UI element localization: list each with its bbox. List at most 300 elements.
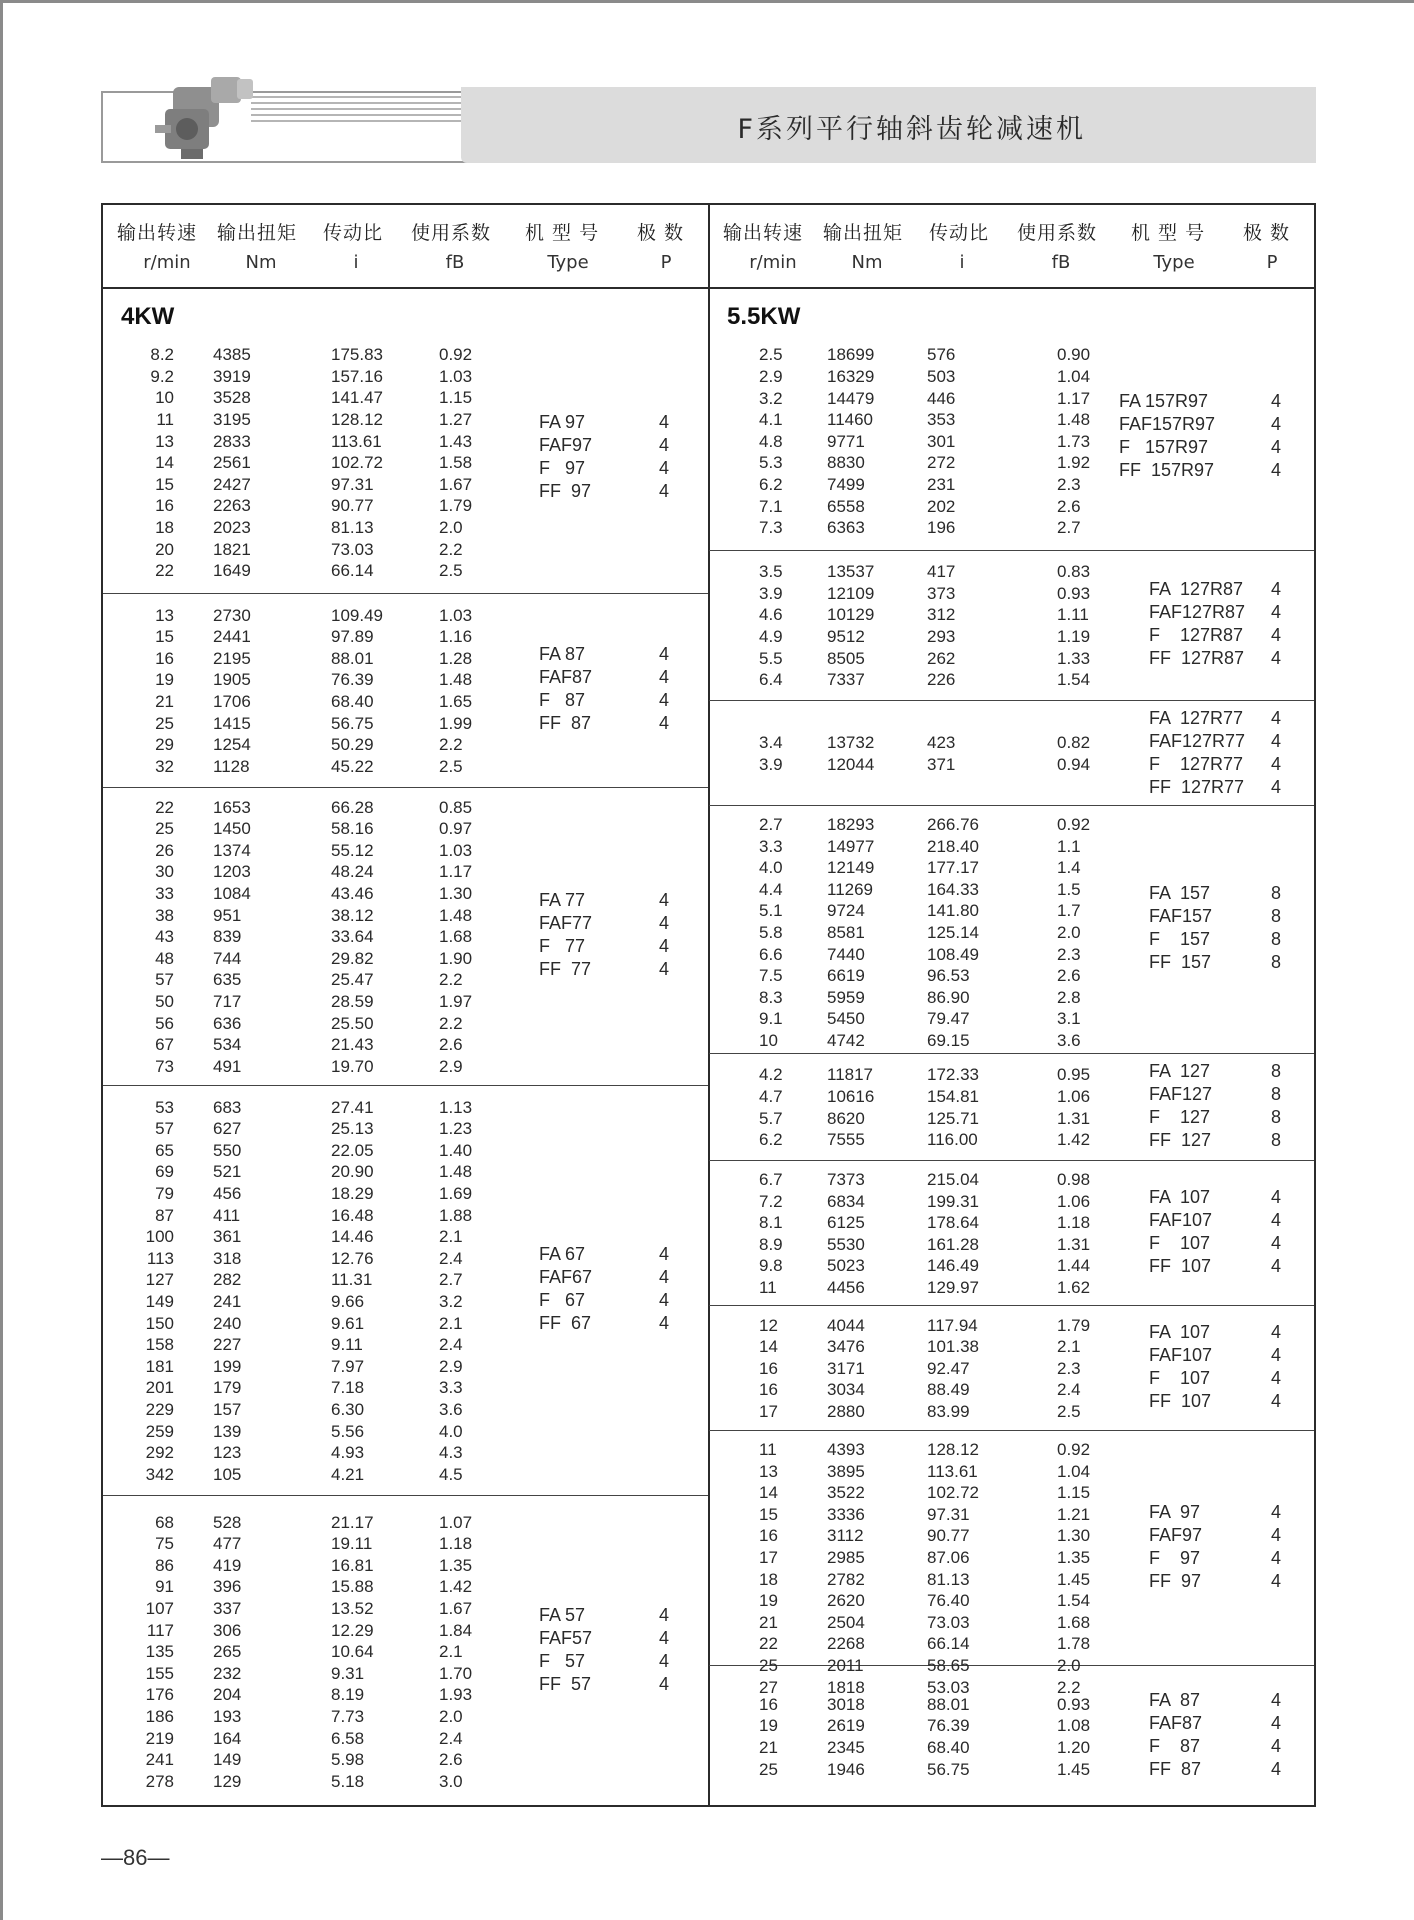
- speed-value: 241: [145, 1750, 174, 1770]
- poles-value: 4: [1271, 1344, 1282, 1365]
- factor-value: 1.30: [1057, 1526, 1091, 1546]
- type-entry: [103, 1651, 708, 1674]
- torque-value: 2345: [827, 1738, 865, 1757]
- ratio-value: 19.11: [331, 1534, 373, 1554]
- type-entry: [103, 959, 708, 982]
- factor-value: 1.65: [439, 692, 473, 711]
- ratio-value: 113.61: [927, 1461, 978, 1481]
- torque-value: 1203: [213, 862, 251, 882]
- type-code: FA 77: [539, 890, 586, 910]
- speed-value: 65: [155, 1140, 174, 1160]
- factor-value: 2.2: [1057, 1677, 1081, 1697]
- ratio-value: 371: [927, 754, 956, 774]
- torque-value: 12109: [827, 583, 875, 603]
- torque-value: 6363: [827, 518, 865, 538]
- torque-value: 6619: [827, 966, 865, 986]
- poles-value: 4: [659, 713, 670, 733]
- type-entry: [103, 1244, 708, 1267]
- torque-value: 149: [213, 1750, 242, 1770]
- torque-value: 7337: [827, 670, 865, 690]
- type-entry: [709, 1233, 1314, 1256]
- factor-value: 1.7: [1057, 901, 1081, 921]
- torque-value: 11460: [827, 410, 874, 430]
- speed-value: 18: [759, 1569, 778, 1589]
- speed-value: 57: [155, 970, 174, 990]
- torque-value: 265: [213, 1642, 242, 1662]
- table-row: [103, 518, 708, 540]
- factor-value: 0.83: [1057, 562, 1091, 582]
- ratio-value: 141.80: [927, 901, 979, 921]
- torque-value: 2195: [213, 648, 251, 668]
- poles-value: 4: [659, 644, 670, 664]
- ratio-value: 58.16: [331, 819, 374, 839]
- torque-value: 1905: [213, 670, 251, 690]
- torque-value: 744: [213, 948, 242, 968]
- type-entry: [103, 1605, 708, 1628]
- ratio-value: 92.47: [927, 1358, 970, 1378]
- poles-value: 4: [659, 1244, 670, 1264]
- ratio-value: 141.47: [331, 388, 383, 408]
- speed-value: 2.9: [759, 366, 783, 386]
- speed-value: 73: [155, 1056, 174, 1076]
- table-row: [103, 1513, 708, 1535]
- torque-value: 13537: [827, 562, 875, 582]
- type-code: FAF87: [539, 667, 593, 687]
- speed-value: 79: [155, 1184, 174, 1203]
- speed-value: 342: [145, 1464, 174, 1484]
- ratio-value: 301: [927, 431, 956, 451]
- torque-value: 14479: [827, 388, 875, 408]
- speed-value: 3.9: [759, 754, 783, 774]
- speed-value: 176: [145, 1685, 174, 1705]
- type-code: F 87: [1149, 1736, 1201, 1756]
- ratio-value: 86.90: [927, 987, 970, 1007]
- speed-value: 86: [155, 1555, 174, 1575]
- ratio-value: 128.12: [331, 410, 383, 429]
- ratio-value: 129.97: [927, 1278, 979, 1297]
- torque-value: 521: [213, 1162, 242, 1182]
- factor-value: 0.93: [1057, 583, 1091, 603]
- poles-value: 8: [1271, 929, 1282, 949]
- ratio-value: 69.15: [927, 1031, 970, 1050]
- ratio-value: 446: [927, 388, 956, 408]
- page-number: —86—: [101, 1845, 170, 1870]
- table-row: [709, 1462, 1314, 1484]
- factor-value: 2.4: [439, 1248, 463, 1268]
- type-entry: [709, 1061, 1314, 1084]
- factor-value: 0.95: [1057, 1065, 1091, 1085]
- factor-value: 2.6: [1057, 966, 1081, 986]
- type-entry: [709, 731, 1314, 754]
- type-code: FF 97: [539, 481, 592, 501]
- torque-value: 1450: [213, 819, 251, 839]
- type-entry: [709, 1391, 1314, 1414]
- type-entry: [103, 936, 708, 959]
- factor-value: 1.45: [1057, 1759, 1091, 1779]
- table-row: [709, 497, 1314, 519]
- spec-group: [103, 1085, 708, 1496]
- ratio-value: 16.81: [331, 1555, 374, 1575]
- factor-value: 2.3: [1057, 474, 1081, 494]
- torque-value: 16329: [827, 366, 875, 386]
- header-factor-en: fB: [1051, 252, 1071, 273]
- speed-value: 19: [155, 670, 174, 690]
- factor-value: 2.0: [439, 518, 463, 537]
- header-torque-cn: 输出扭矩: [217, 222, 298, 244]
- speed-value: 229: [145, 1400, 174, 1419]
- speed-value: 2.7: [759, 815, 783, 834]
- table-row: [709, 1440, 1314, 1462]
- factor-value: 2.1: [439, 1227, 463, 1247]
- type-code: FF 57: [539, 1674, 592, 1694]
- ratio-value: 161.28: [927, 1234, 979, 1254]
- factor-value: 2.2: [439, 539, 463, 559]
- speed-value: 4.8: [759, 431, 783, 451]
- torque-value: 7440: [827, 944, 865, 964]
- poles-value: 4: [659, 890, 670, 910]
- table-row: [709, 1009, 1314, 1031]
- factor-value: 2.5: [1057, 1401, 1081, 1421]
- speed-value: 50: [155, 992, 174, 1011]
- type-entry: [103, 1628, 708, 1651]
- torque-value: 1706: [213, 692, 251, 711]
- table-row: [103, 735, 708, 757]
- table-row: [709, 837, 1314, 859]
- factor-value: 1.79: [439, 496, 473, 516]
- poles-value: 8: [1271, 883, 1282, 903]
- spec-group: [709, 700, 1314, 806]
- speed-value: 3.9: [759, 583, 783, 603]
- type-entry: [709, 1107, 1314, 1130]
- type-code: FA 157R97: [1119, 390, 1209, 411]
- speed-value: 292: [145, 1443, 174, 1463]
- torque-value: 1374: [213, 840, 251, 860]
- header-ratio-en: i: [353, 252, 359, 273]
- factor-value: 1.28: [439, 648, 473, 668]
- torque-value: 337: [213, 1599, 242, 1618]
- torque-value: 534: [213, 1035, 242, 1055]
- table-row: [103, 1184, 708, 1206]
- table-row: [103, 1422, 708, 1444]
- factor-value: 1.15: [439, 388, 473, 408]
- speed-value: 5.5: [759, 648, 783, 668]
- ratio-value: 16.48: [331, 1205, 374, 1225]
- table-row: [103, 345, 708, 367]
- type-code: FF 127: [1149, 1130, 1212, 1150]
- speed-value: 69: [155, 1162, 174, 1182]
- poles-value: 8: [1271, 1084, 1282, 1104]
- torque-value: 839: [213, 927, 242, 947]
- ratio-value: 21.43: [331, 1035, 374, 1055]
- type-entry: [709, 1525, 1314, 1548]
- torque-value: 4044: [827, 1315, 865, 1335]
- speed-value: 16: [155, 496, 174, 516]
- ratio-value: 157.16: [331, 366, 383, 386]
- factor-value: 1.45: [1057, 1569, 1091, 1589]
- speed-value: 8.2: [150, 345, 174, 365]
- ratio-value: 43.46: [331, 884, 374, 903]
- page-border-left: [0, 0, 3, 1920]
- ratio-value: 293: [927, 627, 956, 646]
- spec-group: [709, 1053, 1314, 1161]
- type-code: FF 107: [1149, 1255, 1212, 1276]
- poles-value: 4: [1271, 602, 1282, 622]
- speed-value: 6.2: [759, 1130, 783, 1150]
- spec-table: [101, 203, 1316, 1807]
- type-entry: [103, 890, 708, 913]
- torque-value: 3034: [827, 1380, 865, 1400]
- factor-value: 0.93: [1057, 1694, 1091, 1714]
- type-code: F 57: [539, 1651, 586, 1671]
- type-code: FF 107: [1149, 1390, 1212, 1411]
- poles-value: 4: [1271, 1759, 1282, 1779]
- ratio-value: 7.97: [331, 1356, 365, 1376]
- speed-value: 278: [145, 1771, 174, 1791]
- factor-value: 1.03: [439, 840, 473, 860]
- factor-value: 0.90: [1057, 345, 1091, 365]
- type-entry: [709, 602, 1314, 625]
- ratio-value: 125.14: [927, 923, 979, 942]
- ratio-value: 5.98: [331, 1750, 365, 1770]
- ratio-value: 13.52: [331, 1599, 374, 1618]
- ratio-value: 108.49: [927, 944, 979, 964]
- factor-value: 1.19: [1057, 627, 1091, 646]
- torque-value: 1084: [213, 884, 251, 903]
- speed-value: 14: [759, 1483, 778, 1503]
- torque-value: 204: [213, 1685, 242, 1705]
- speed-value: 53: [155, 1097, 174, 1117]
- speed-value: 107: [145, 1599, 174, 1618]
- ratio-value: 101.38: [927, 1337, 979, 1357]
- factor-value: 1.48: [439, 905, 473, 925]
- torque-value: 3522: [827, 1483, 865, 1503]
- type-entry: [709, 1322, 1314, 1345]
- torque-value: 12149: [827, 858, 875, 878]
- header-poles-en: P: [1266, 252, 1278, 273]
- torque-value: 8505: [827, 648, 865, 668]
- factor-value: 1.54: [1057, 670, 1091, 690]
- table-row: [709, 858, 1314, 880]
- spec-group: [709, 1430, 1314, 1697]
- factor-value: 2.2: [439, 735, 463, 755]
- type-code: FAF67: [539, 1267, 593, 1287]
- ratio-value: 373: [927, 583, 956, 603]
- factor-value: 1.48: [439, 1162, 473, 1182]
- factor-value: 2.3: [1057, 1358, 1081, 1378]
- torque-value: 627: [213, 1119, 242, 1139]
- header-banner: [101, 87, 1316, 165]
- type-code: FA 107: [1149, 1321, 1211, 1342]
- spec-group: [709, 805, 1314, 1054]
- type-entry: [709, 1690, 1314, 1713]
- ratio-value: 21.17: [331, 1512, 374, 1532]
- torque-value: 3018: [827, 1694, 865, 1714]
- type-entry: [709, 1256, 1314, 1279]
- type-code: FF 97: [1149, 1570, 1202, 1591]
- ratio-value: 68.40: [927, 1738, 970, 1757]
- torque-value: 1128: [213, 756, 250, 776]
- type-code: FA 127: [1149, 1061, 1211, 1081]
- header-torque-en: Nm: [851, 252, 883, 273]
- type-code: FAF97: [539, 435, 593, 455]
- factor-value: 1.35: [1057, 1548, 1091, 1567]
- torque-value: 123: [213, 1443, 242, 1463]
- speed-value: 27: [759, 1677, 778, 1697]
- type-entry: [709, 1345, 1314, 1368]
- type-entry: [709, 1187, 1314, 1210]
- table-row: [103, 1465, 708, 1487]
- factor-value: 1.35: [439, 1555, 473, 1575]
- torque-value: 129: [213, 1771, 242, 1791]
- factor-value: 1.06: [1057, 1191, 1091, 1211]
- table-row: [709, 1613, 1314, 1635]
- torque-value: 199: [213, 1356, 242, 1376]
- ratio-value: 272: [927, 453, 956, 473]
- type-code: F 127: [1149, 1107, 1211, 1127]
- torque-value: 5959: [827, 987, 865, 1007]
- spec-group: [709, 287, 1314, 551]
- poles-value: 4: [1271, 1736, 1282, 1756]
- speed-value: 15: [759, 1504, 778, 1524]
- ratio-value: 81.13: [927, 1569, 970, 1589]
- type-code: FAF57: [539, 1628, 593, 1648]
- ratio-value: 178.64: [927, 1213, 979, 1233]
- ratio-value: 164.33: [927, 879, 979, 899]
- ratio-value: 87.06: [927, 1548, 970, 1567]
- torque-value: 636: [213, 1013, 242, 1033]
- poles-value: 4: [659, 481, 670, 501]
- poles-value: 4: [1271, 648, 1282, 668]
- type-entry: [103, 1290, 708, 1313]
- ratio-value: 58.65: [927, 1656, 970, 1675]
- header-ratio-en: i: [959, 252, 965, 273]
- type-entry: [103, 667, 708, 690]
- ratio-value: 88.01: [927, 1694, 970, 1714]
- speed-value: 4.9: [759, 627, 783, 646]
- torque-value: 2561: [213, 453, 251, 473]
- torque-value: 3528: [213, 388, 251, 408]
- ratio-value: 102.72: [927, 1483, 979, 1503]
- table-row: [103, 388, 708, 410]
- type-code: FF 77: [539, 959, 592, 979]
- speed-value: 9.8: [759, 1256, 783, 1276]
- table-row: [103, 1556, 708, 1578]
- poles-value: 4: [1271, 754, 1282, 774]
- factor-value: 1.17: [439, 862, 473, 882]
- table-row: [103, 1400, 708, 1422]
- torque-value: 9724: [827, 901, 865, 921]
- factor-value: 3.1: [1057, 1009, 1081, 1029]
- table-row: [103, 1357, 708, 1379]
- type-code: FAF127: [1149, 1084, 1213, 1104]
- torque-value: 717: [213, 992, 242, 1011]
- type-entry: [709, 1759, 1314, 1782]
- poles-value: 4: [1271, 1367, 1282, 1388]
- ratio-value: 76.40: [927, 1591, 970, 1611]
- speed-value: 16: [759, 1358, 778, 1378]
- factor-value: 1.04: [1057, 1461, 1091, 1481]
- speed-value: 67: [155, 1035, 174, 1055]
- factor-value: 1.84: [439, 1620, 473, 1640]
- speed-value: 22: [155, 797, 174, 817]
- table-row: [103, 992, 708, 1014]
- factor-value: 2.1: [439, 1642, 463, 1662]
- type-code: F 107: [1149, 1367, 1211, 1388]
- factor-value: 1.67: [439, 474, 473, 494]
- speed-value: 158: [145, 1335, 174, 1355]
- factor-value: 1.15: [1057, 1483, 1091, 1503]
- ratio-value: 215.04: [927, 1170, 979, 1189]
- factor-value: 2.1: [439, 1313, 463, 1333]
- type-code: FAF157R97: [1119, 413, 1216, 434]
- torque-value: 8581: [827, 923, 865, 942]
- ratio-value: 116.00: [927, 1130, 978, 1150]
- ratio-value: 38.12: [331, 905, 374, 925]
- factor-value: 2.0: [439, 1707, 463, 1726]
- speed-value: 33: [155, 884, 174, 903]
- factor-value: 0.92: [1057, 815, 1091, 834]
- factor-value: 1.07: [439, 1512, 473, 1532]
- ratio-value: 177.17: [927, 858, 979, 878]
- factor-value: 1.78: [1057, 1634, 1091, 1654]
- ratio-value: 25.13: [331, 1119, 374, 1139]
- table-row: [103, 798, 708, 820]
- torque-value: 5023: [827, 1256, 865, 1276]
- ratio-value: 83.99: [927, 1401, 970, 1421]
- ratio-value: 97.89: [331, 627, 374, 647]
- speed-value: 186: [145, 1707, 174, 1726]
- torque-value: 14977: [827, 836, 875, 856]
- ratio-value: 56.75: [331, 713, 374, 733]
- factor-value: 0.92: [439, 345, 473, 365]
- ratio-value: 128.12: [927, 1440, 979, 1459]
- torque-value: 241: [213, 1292, 242, 1311]
- ratio-value: 56.75: [927, 1759, 970, 1779]
- torque-value: 2782: [827, 1569, 865, 1589]
- ratio-value: 12.29: [331, 1620, 374, 1640]
- speed-value: 11: [156, 410, 174, 429]
- factor-value: 2.2: [439, 970, 463, 990]
- factor-value: 0.94: [1057, 754, 1091, 774]
- header-type-en: Type: [547, 252, 589, 273]
- poles-value: 8: [1271, 906, 1282, 926]
- factor-value: 2.4: [439, 1728, 463, 1748]
- type-entry: [709, 754, 1314, 777]
- factor-value: 2.2: [439, 1013, 463, 1033]
- poles-value: 4: [659, 1628, 670, 1648]
- header-type-en: Type: [1153, 252, 1195, 273]
- speed-value: 117: [146, 1620, 174, 1640]
- torque-value: 1821: [213, 539, 251, 559]
- header-poles-cn: 极 数: [637, 222, 685, 244]
- speed-value: 8.3: [759, 987, 783, 1007]
- poles-value: 4: [1271, 1255, 1282, 1276]
- table-row: [103, 1378, 708, 1400]
- factor-value: 3.2: [439, 1292, 463, 1311]
- factor-value: 2.9: [439, 1356, 463, 1376]
- factor-value: 2.7: [439, 1270, 463, 1290]
- header-factor-cn: 使用系数: [1017, 222, 1098, 244]
- speed-value: 4.2: [759, 1065, 783, 1085]
- speed-value: 21: [155, 692, 174, 711]
- type-entry: [103, 458, 708, 481]
- type-code: F 157R97: [1119, 436, 1209, 457]
- factor-value: 1.4: [1057, 858, 1081, 878]
- ratio-value: 9.66: [331, 1292, 365, 1311]
- spec-group: [709, 550, 1314, 701]
- torque-value: 528: [213, 1512, 242, 1532]
- poles-value: 4: [659, 1651, 670, 1671]
